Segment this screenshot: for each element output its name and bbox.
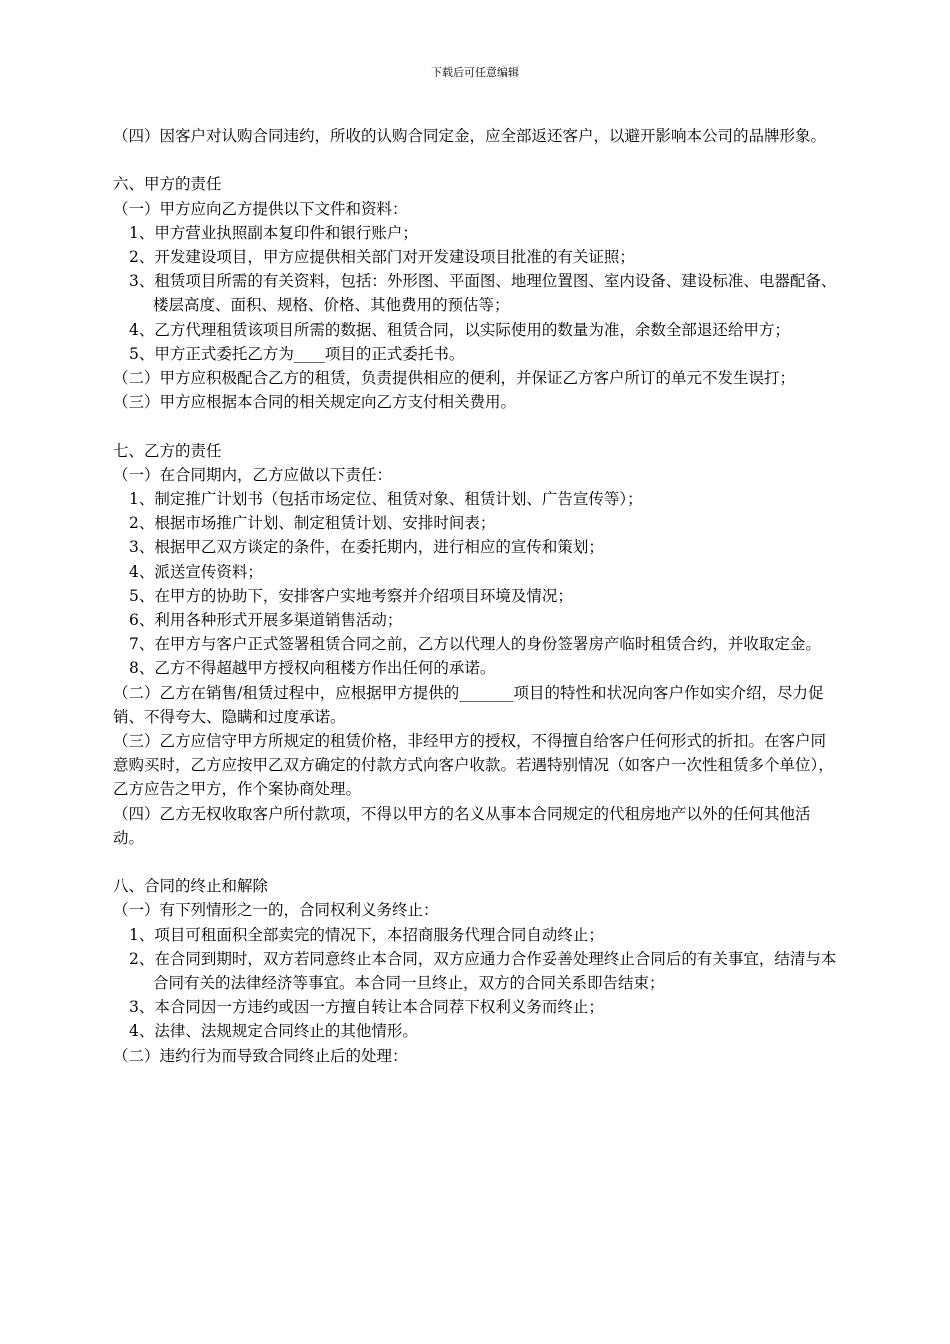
paragraph: （二）甲方应积极配合乙方的租赁，负责提供相应的便利，并保证乙方客户所订的单元不发生误打； bbox=[113, 369, 796, 388]
list-item: 5、在甲方的协助下，安排客户实地考察并介绍项目环境及情况； bbox=[129, 586, 573, 605]
blank-line bbox=[113, 414, 839, 438]
paragraph: （二）违约行为而导致合同终止后的处理： bbox=[113, 1046, 408, 1065]
document-body bbox=[113, 124, 839, 1068]
list-item: 1、项目可租面积全部卖完的情况下，本招商服务代理合同自动终止； bbox=[129, 925, 604, 944]
paragraph: （二）乙方在销售/租赁过程中，应根据甲方提供的_______项目的特性和状况向客户作如实介绍，尽力促销、不得夸大、隐瞒和过度承诺。 bbox=[113, 683, 824, 726]
list-item: 1、甲方营业执照副本复印件和银行账户； bbox=[129, 223, 418, 242]
paragraph: （三）甲方应根据本合同的相关规定向乙方支付相关费用。 bbox=[113, 393, 517, 412]
list-item: 2、在合同到期时，双方若同意终止本合同，双方应通力合作妥善处理终止合同后的有关事宜，结清与本合同有关的法律经济等事宜。本合同一旦终止，双方的合同关系即告结束； bbox=[129, 949, 837, 993]
list-item: 4、派送宣传资料； bbox=[129, 562, 263, 581]
list-item: 1、制定推广计划书（包括市场定位、租赁对象、租赁计划、广告宣传等）； bbox=[129, 490, 643, 509]
list-item: 3、根据甲乙双方谈定的条件，在委托期内，进行相应的宣传和策划； bbox=[129, 538, 604, 557]
list-item: 4、乙方代理租赁该项目所需的数据、租赁合同，以实际使用的数量为准，余数全部退还给甲方； bbox=[129, 320, 790, 339]
list-item: 3、租赁项目所需的有关资料，包括：外形图、平面图、地理位置图、室内设备、建设标准、电器配备、楼层高度、面积、规格、价格、其他费用的预估等； bbox=[129, 272, 837, 315]
paragraph: （四）因客户对认购合同违约，所收的认购合同定金，应全部返还客户，以避开影响本公司的品牌形象。 bbox=[113, 127, 827, 145]
list-item: 3、本合同因一方违约或因一方擅自转让本合同荐下权利义务而终止； bbox=[129, 998, 604, 1017]
list-item: 4、法律、法规规定合同终止的其他情形。 bbox=[129, 1022, 418, 1041]
list-item: 8、乙方不得超越甲方授权向租楼方作出任何的承诺。 bbox=[129, 659, 496, 678]
paragraph: 七、乙方的责任 bbox=[113, 441, 222, 460]
paragraph: （三）乙方应信守甲方所规定的租赁价格，非经甲方的授权，不得擅自给客户任何形式的折扣。在客户同意购买时，乙方应按甲乙双方确定的付款方式向客户收款。若遇特别情况（如客户一次性租赁多个单位），乙方应告之甲方，作个案协商处理。 bbox=[113, 732, 834, 799]
paragraph: （一）有下列情形之一的，合同权利义务终止： bbox=[113, 901, 439, 920]
list-item: 2、开发建设项目，甲方应提供相关部门对开发建设项目批准的有关证照； bbox=[129, 248, 635, 266]
page-header: 下载后可任意编辑 bbox=[431, 66, 519, 79]
list-item: 7、在甲方与客户正式签署租赁合同之前，乙方以代理人的身份签署房产临时租赁合约，并收取定金。 bbox=[129, 635, 821, 654]
blank-line bbox=[113, 148, 839, 172]
paragraph: （一）在合同期内，乙方应做以下责任： bbox=[113, 465, 393, 484]
paragraph: （四）乙方无权收取客户所付款项，不得以甲方的名义从事本合同规定的代租房地产以外的任何其他活动。 bbox=[113, 804, 811, 847]
blank-line bbox=[113, 850, 839, 874]
paragraph: （一）甲方应向乙方提供以下文件和资料： bbox=[113, 199, 408, 218]
list-item: 2、根据市场推广计划、制定租赁计划、安排时间表； bbox=[129, 514, 496, 533]
paragraph: 六、甲方的责任 bbox=[113, 175, 222, 194]
paragraph: 八、合同的终止和解除 bbox=[113, 877, 269, 896]
list-item: 6、利用各种形式开展多渠道销售活动； bbox=[129, 611, 403, 630]
list-item: 5、甲方正式委托乙方为____项目的正式委托书。 bbox=[129, 344, 465, 363]
